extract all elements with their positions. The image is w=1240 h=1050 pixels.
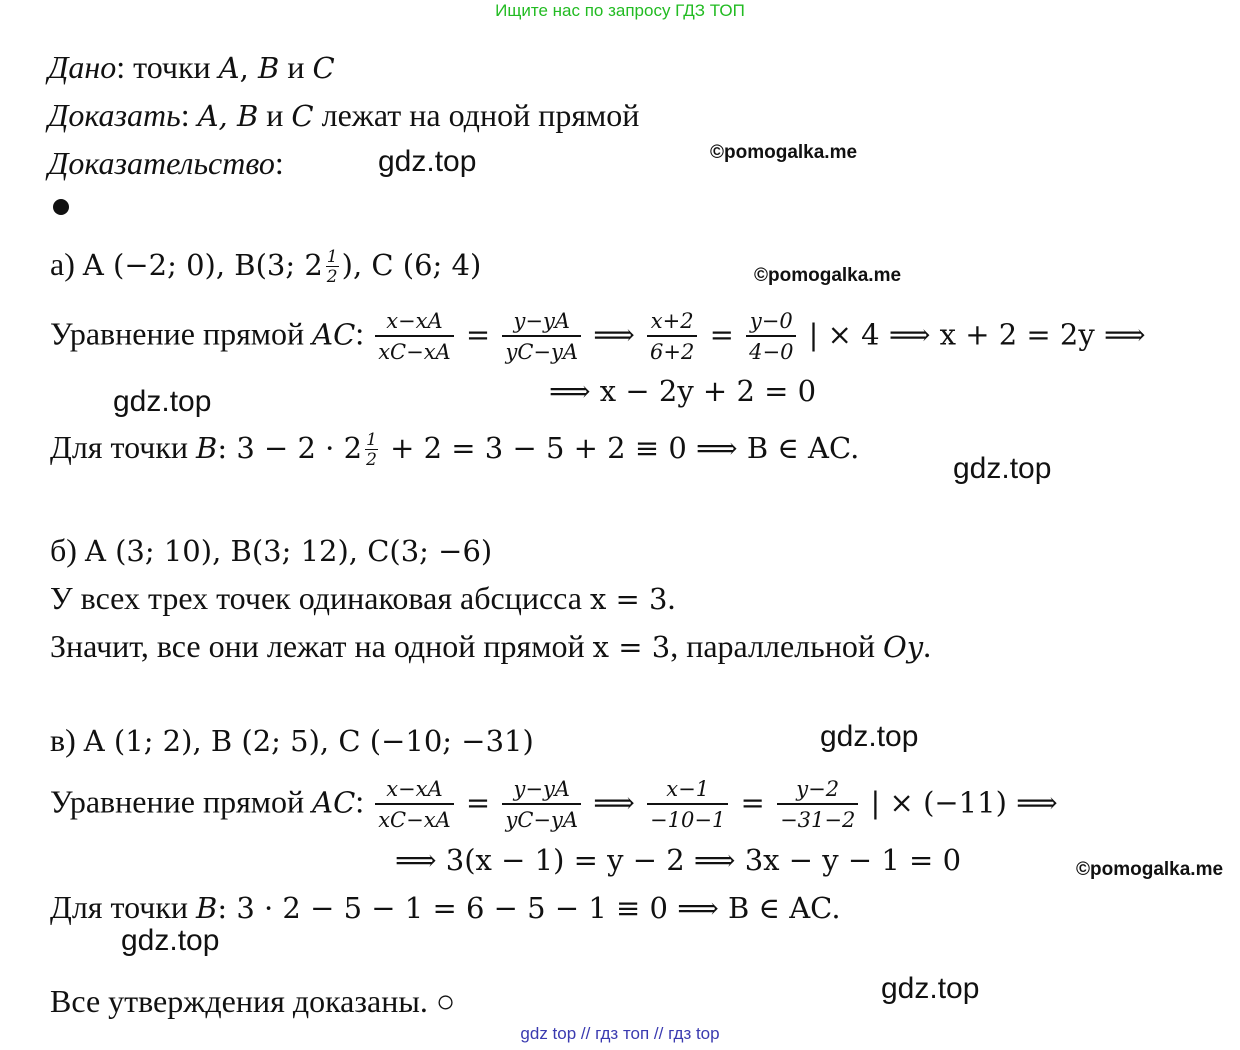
part-a-points-end: ), C (6; 4) [341, 248, 482, 282]
point-c: C [291, 99, 314, 133]
fraction [502, 307, 581, 367]
frac-denominator: xC−xA [378, 340, 451, 364]
given-label: Дано [48, 49, 117, 85]
conclusion: Все утверждения доказаны. ○ [50, 983, 456, 1019]
part-c-marker: в) [50, 722, 84, 758]
equation-label: Уравнение прямой [50, 783, 313, 820]
point-b: B [196, 891, 218, 925]
separator: , [239, 51, 259, 85]
part-a-check [50, 427, 859, 470]
equation-continuation: | × (−11) ⟹ [861, 785, 1058, 820]
part-c-equation [50, 775, 1058, 835]
frac-numerator: y−yA [502, 775, 581, 805]
frac-numerator: 1 [326, 247, 338, 268]
point-b: B [258, 51, 280, 85]
conjunction: и [258, 97, 292, 133]
frac-numerator: x+2 [647, 307, 697, 337]
conjunction: и [279, 49, 313, 85]
top-banner: Ищите нас по запросу ГДЗ ТОП [495, 1, 745, 20]
period: . [667, 580, 676, 616]
watermark-gdz: gdz.top [113, 385, 212, 418]
frac-numerator: y−0 [746, 307, 796, 337]
copyright-watermark: ©pomogalka.me [1076, 859, 1224, 880]
part-c-check [50, 887, 841, 928]
part-a-result: ⟹ x − 2y + 2 = 0 [549, 374, 817, 408]
point-a: A [218, 51, 240, 85]
frac-denominator: −10−1 [650, 808, 726, 832]
fraction [746, 307, 796, 367]
frac-numerator: x−xA [375, 307, 454, 337]
frac-denominator: −31−2 [780, 808, 856, 832]
part-b-marker: б) [50, 532, 85, 568]
math-expression: x = 3 [592, 630, 671, 664]
part-c-header [50, 720, 534, 761]
part-a-points: A (−2; 0), B(3; 2 [82, 248, 323, 282]
fraction [647, 775, 728, 835]
axis-name: Oy [882, 630, 924, 664]
text: У всех трех точек одинаковая абсцисса [50, 580, 590, 616]
part-b-header [50, 530, 492, 571]
fraction-half [365, 431, 378, 470]
fraction-half [326, 248, 339, 287]
frac-denominator: xC−xA [378, 808, 451, 832]
fraction [375, 307, 454, 367]
fraction [777, 775, 858, 835]
bottom-banner: gdz top // гдз топ // гдз top [520, 1024, 720, 1043]
part-b-points: A (3; 10), B(3; 12), C(3; −6) [84, 534, 493, 568]
point-c: C [312, 51, 335, 85]
frac-numerator: 1 [366, 430, 377, 451]
given-text: : точки [116, 49, 219, 85]
point-b: B [196, 431, 218, 465]
line-name: AC [312, 785, 356, 820]
part-b-line1 [50, 578, 676, 619]
implies: ⟹ [584, 317, 645, 352]
text: , параллельной [670, 628, 883, 664]
fraction [647, 307, 697, 367]
watermark-gdz: gdz.top [378, 145, 477, 178]
prove-label: Доказать [48, 97, 181, 133]
watermark-gdz: gdz.top [121, 924, 220, 957]
frac-denominator: 6+2 [650, 340, 695, 364]
line-name: AC [312, 317, 356, 352]
part-a-header [50, 244, 481, 287]
frac-denominator: yC−yA [505, 808, 579, 832]
check-expression: : 3 − 2 · 2 [217, 431, 363, 465]
colon: : [355, 783, 373, 820]
copyright-watermark: ©pomogalka.me [710, 142, 858, 163]
part-c-result: ⟹ 3(x − 1) = y − 2 ⟹ 3x − y − 1 = 0 [395, 843, 962, 877]
prove-text: лежат на одной прямой [313, 97, 640, 133]
prove-line [48, 95, 639, 136]
equation-continuation: | × 4 ⟹ x + 2 = 2y ⟹ [799, 317, 1146, 352]
watermark-gdz: gdz.top [820, 720, 919, 753]
part-b-line2 [50, 626, 931, 667]
frac-denominator: 2 [326, 267, 338, 288]
text: Значит, все они лежат на одной прямой [50, 628, 593, 664]
watermark-gdz: gdz.top [953, 452, 1052, 485]
check-label: Для точки [50, 889, 197, 925]
equals: = [456, 785, 500, 820]
frac-numerator: x−1 [647, 775, 728, 805]
given-line [48, 47, 335, 88]
check-expression: : 3 · 2 − 5 − 1 = 6 − 5 − 1 ≡ 0 ⟹ B ∈ AC. [217, 891, 841, 925]
check-expression-end: + 2 = 3 − 5 + 2 ≡ 0 ⟹ B ∈ AC. [380, 431, 860, 465]
watermark-gdz: gdz.top [881, 972, 980, 1005]
frac-denominator: yC−yA [505, 340, 579, 364]
check-label: Для точки [50, 429, 197, 465]
math-expression: x = 3 [589, 582, 668, 616]
part-a-equation [50, 307, 1146, 367]
equals: = [700, 317, 744, 352]
proof-line [48, 143, 284, 183]
frac-numerator: y−yA [502, 307, 581, 337]
colon: : [180, 97, 198, 133]
equals: = [456, 317, 500, 352]
frac-denominator: 4−0 [749, 340, 794, 364]
implies: ⟹ [584, 785, 645, 820]
period: . [923, 628, 932, 664]
equation-label: Уравнение прямой [50, 315, 313, 352]
proof-label: Доказательство [48, 145, 275, 181]
part-c-points: A (1; 2), B (2; 5), C (−10; −31) [83, 724, 534, 758]
points-ab: A, B [197, 99, 259, 133]
frac-numerator: y−2 [777, 775, 858, 805]
copyright-watermark: ©pomogalka.me [754, 265, 902, 286]
fraction [375, 775, 454, 835]
colon: : [274, 145, 284, 181]
fraction [502, 775, 581, 835]
part-a-marker: а) [50, 246, 83, 282]
colon: : [355, 315, 373, 352]
bullet-point [53, 199, 69, 215]
frac-denominator: 2 [366, 450, 377, 471]
equals: = [731, 785, 775, 820]
frac-numerator: x−xA [375, 775, 454, 805]
